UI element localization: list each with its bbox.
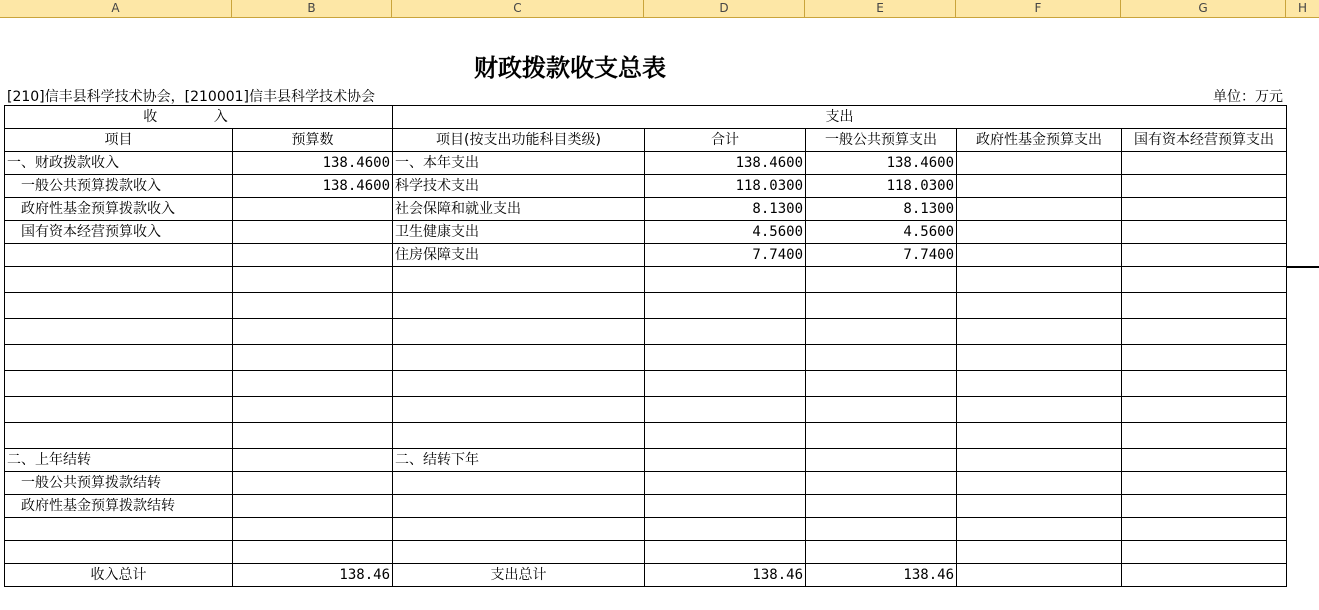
expense-total-cell[interactable]	[645, 371, 806, 397]
expense-state-capital-cell[interactable]	[1122, 541, 1287, 564]
gov-fund-header[interactable]: 政府性基金预算支出	[957, 129, 1122, 152]
income-budget-cell[interactable]	[233, 423, 393, 449]
table-row	[5, 345, 1287, 371]
table-row	[5, 267, 1287, 293]
income-item-cell[interactable]: 政府性基金预算拨款结转	[5, 495, 233, 518]
column-header-g[interactable]: G	[1121, 0, 1286, 17]
header-row-1	[5, 106, 1287, 129]
table-row	[5, 423, 1287, 449]
table-row	[5, 152, 1287, 175]
expense-general-cell[interactable]	[806, 293, 957, 319]
income-item-cell[interactable]: 二、上年结转	[5, 449, 233, 472]
report-title[interactable]: 财政拨款收支总表	[474, 53, 666, 82]
table-row	[5, 518, 1287, 541]
income-budget-cell[interactable]	[233, 345, 393, 371]
income-budget-cell[interactable]	[233, 371, 393, 397]
income-item-cell[interactable]	[5, 293, 233, 319]
unit-label[interactable]: 单位：万元	[1213, 89, 1283, 105]
expense-general-cell[interactable]	[806, 449, 957, 472]
income-budget-cell[interactable]	[233, 244, 393, 267]
state-capital-header[interactable]: 国有资本经营预算支出	[1122, 129, 1287, 152]
expense-state-capital-cell[interactable]	[1122, 198, 1287, 221]
expense-general-cell[interactable]: 8.1300	[806, 198, 957, 221]
expense-gov-fund-cell[interactable]	[957, 345, 1122, 371]
expense-state-capital-cell[interactable]	[1122, 152, 1287, 175]
income-item-cell[interactable]: 政府性基金预算拨款收入	[5, 198, 233, 221]
expense-total-cell[interactable]: 4.5600	[645, 221, 806, 244]
expense-total-cell[interactable]	[645, 495, 806, 518]
expense-item-cell[interactable]: 住房保障支出	[393, 244, 645, 267]
total-header[interactable]: 合计	[645, 129, 806, 152]
expense-state-capital-cell[interactable]	[1122, 397, 1287, 423]
expense-general-cell[interactable]	[806, 518, 957, 541]
expense-gov-fund-cell[interactable]	[957, 371, 1122, 397]
expense-state-capital-cell[interactable]	[1122, 345, 1287, 371]
general-budget-header[interactable]: 一般公共预算支出	[806, 129, 957, 152]
expense-gov-fund-cell[interactable]	[957, 152, 1122, 175]
expense-item-cell[interactable]: 二、结转下年	[393, 449, 645, 472]
expense-item-cell[interactable]	[393, 472, 645, 495]
expense-total-cell[interactable]	[645, 472, 806, 495]
expense-gov-fund-cell[interactable]	[957, 293, 1122, 319]
expense-item-cell[interactable]	[393, 518, 645, 541]
expense-item-cell[interactable]	[393, 345, 645, 371]
expense-gov-fund-cell[interactable]	[957, 319, 1122, 345]
expense-state-capital-cell[interactable]	[1122, 518, 1287, 541]
expense-header[interactable]: 支出	[393, 106, 1287, 129]
expense-general-cell[interactable]	[806, 495, 957, 518]
expense-general-cell[interactable]: 7.7400	[806, 244, 957, 267]
expense-state-capital-cell[interactable]	[1122, 423, 1287, 449]
expense-general-cell[interactable]	[806, 267, 957, 293]
income-item-cell[interactable]	[5, 244, 233, 267]
income-item-cell[interactable]: 一、财政拨款收入	[5, 152, 233, 175]
income-item-cell[interactable]	[5, 319, 233, 345]
expense-item-cell[interactable]	[393, 541, 645, 564]
expense-item-cell[interactable]: 社会保障和就业支出	[393, 198, 645, 221]
income-budget-cell[interactable]: 138.4600	[233, 175, 393, 198]
table-row	[5, 449, 1287, 472]
expense-state-capital-cell[interactable]	[1122, 449, 1287, 472]
expense-gov-fund-cell[interactable]	[957, 267, 1122, 293]
income-item-cell[interactable]: 一般公共预算拨款结转	[5, 472, 233, 495]
expense-item-cell[interactable]	[393, 267, 645, 293]
expense-general-sum[interactable]: 138.46	[806, 564, 957, 587]
income-item-cell[interactable]	[5, 397, 233, 423]
expense-item-cell[interactable]: 科学技术支出	[393, 175, 645, 198]
expense-gov-fund-cell[interactable]	[957, 423, 1122, 449]
income-budget-cell[interactable]	[233, 449, 393, 472]
expense-state-capital-cell[interactable]	[1122, 371, 1287, 397]
income-header-cell[interactable]	[5, 106, 393, 129]
expense-total-cell[interactable]	[645, 541, 806, 564]
expense-total-cell[interactable]	[645, 423, 806, 449]
income-header: 收 入	[143, 109, 254, 125]
expense-gov-fund-cell[interactable]	[957, 472, 1122, 495]
expense-general-cell[interactable]: 118.0300	[806, 175, 957, 198]
expense-gov-fund-cell[interactable]	[957, 397, 1122, 423]
expense-general-cell[interactable]	[806, 397, 957, 423]
budget-table	[4, 105, 1287, 587]
expense-state-capital-cell[interactable]	[1122, 293, 1287, 319]
column-header-a[interactable]: A	[0, 0, 232, 17]
expense-total-cell[interactable]	[645, 449, 806, 472]
expense-gov-fund-sum[interactable]	[957, 564, 1122, 587]
expense-state-capital-cell[interactable]	[1122, 319, 1287, 345]
income-item-cell[interactable]	[5, 345, 233, 371]
expense-state-capital-cell[interactable]	[1122, 267, 1287, 293]
table-row	[5, 175, 1287, 198]
expense-general-cell[interactable]: 4.5600	[806, 221, 957, 244]
table-row	[5, 541, 1287, 564]
expense-state-capital-cell[interactable]	[1122, 221, 1287, 244]
spreadsheet-area[interactable]	[0, 18, 1319, 610]
expense-gov-fund-cell[interactable]	[957, 198, 1122, 221]
income-budget-cell[interactable]	[233, 472, 393, 495]
income-budget-cell[interactable]	[233, 221, 393, 244]
expense-gov-fund-cell[interactable]	[957, 244, 1122, 267]
expense-general-cell[interactable]	[806, 472, 957, 495]
expense-item-cell[interactable]	[393, 293, 645, 319]
expense-gov-fund-cell[interactable]	[957, 175, 1122, 198]
table-row	[5, 221, 1287, 244]
column-header-b[interactable]: B	[232, 0, 392, 17]
income-item-cell[interactable]	[5, 541, 233, 564]
expense-general-cell[interactable]: 138.4600	[806, 152, 957, 175]
expense-state-capital-cell[interactable]	[1122, 495, 1287, 518]
expense-total-label[interactable]: 支出总计	[393, 564, 645, 587]
expense-general-cell[interactable]	[806, 319, 957, 345]
column-header-f[interactable]: F	[956, 0, 1121, 17]
income-budget-cell[interactable]: 138.4600	[233, 152, 393, 175]
expense-general-cell[interactable]	[806, 371, 957, 397]
expense-total-cell[interactable]: 8.1300	[645, 198, 806, 221]
expense-total-cell[interactable]	[645, 397, 806, 423]
budget-header[interactable]: 预算数	[233, 129, 393, 152]
expense-general-cell[interactable]	[806, 345, 957, 371]
income-budget-cell[interactable]	[233, 319, 393, 345]
column-header-c[interactable]: C	[392, 0, 644, 17]
expense-total-cell[interactable]: 118.0300	[645, 175, 806, 198]
cell-border-mark	[1286, 266, 1319, 268]
expense-gov-fund-cell[interactable]	[957, 495, 1122, 518]
table-row	[5, 397, 1287, 423]
column-header-h[interactable]: H	[1297, 1, 1308, 15]
table-row	[5, 371, 1287, 397]
expense-state-capital-cell[interactable]	[1122, 244, 1287, 267]
expense-item-header[interactable]: 项目(按支出功能科目类级)	[393, 129, 645, 152]
expense-total-cell[interactable]	[645, 319, 806, 345]
income-total-label[interactable]: 收入总计	[5, 564, 233, 587]
expense-general-cell[interactable]	[806, 541, 957, 564]
table-row	[5, 198, 1287, 221]
expense-state-capital-sum[interactable]	[1122, 564, 1287, 587]
table-row	[5, 472, 1287, 495]
expense-item-cell[interactable]: 一、本年支出	[393, 152, 645, 175]
income-item-cell[interactable]	[5, 371, 233, 397]
expense-state-capital-cell[interactable]	[1122, 472, 1287, 495]
expense-total-cell[interactable]	[645, 518, 806, 541]
table-row	[5, 319, 1287, 345]
expense-total-sum[interactable]: 138.46	[645, 564, 806, 587]
expense-total-cell[interactable]	[645, 293, 806, 319]
income-item-cell[interactable]: 一般公共预算拨款收入	[5, 175, 233, 198]
expense-gov-fund-cell[interactable]	[957, 221, 1122, 244]
expense-state-capital-cell[interactable]	[1122, 175, 1287, 198]
income-budget-cell[interactable]	[233, 267, 393, 293]
expense-item-cell[interactable]	[393, 397, 645, 423]
column-header-d[interactable]: D	[644, 0, 805, 17]
header-row-2	[5, 129, 1287, 152]
income-budget-cell[interactable]	[233, 397, 393, 423]
table-row	[5, 495, 1287, 518]
income-budget-cell[interactable]	[233, 518, 393, 541]
expense-item-cell[interactable]	[393, 371, 645, 397]
expense-total-cell[interactable]: 138.4600	[645, 152, 806, 175]
income-budget-cell[interactable]	[233, 541, 393, 564]
expense-gov-fund-cell[interactable]	[957, 449, 1122, 472]
income-total-value[interactable]: 138.46	[233, 564, 393, 587]
organization-label[interactable]: [210]信丰县科学技术协会，[210001]信丰县科学技术协会	[7, 89, 376, 105]
expense-total-cell[interactable]	[645, 267, 806, 293]
income-budget-cell[interactable]	[233, 495, 393, 518]
expense-item-cell[interactable]: 卫生健康支出	[393, 221, 645, 244]
item-header[interactable]: 项目	[5, 129, 233, 152]
income-item-cell[interactable]	[5, 423, 233, 449]
expense-gov-fund-cell[interactable]	[957, 541, 1122, 564]
income-item-cell[interactable]	[5, 518, 233, 541]
totals-row	[5, 564, 1287, 587]
income-budget-cell[interactable]	[233, 198, 393, 221]
table-row	[5, 293, 1287, 319]
expense-general-cell[interactable]	[806, 423, 957, 449]
expense-item-cell[interactable]	[393, 495, 645, 518]
income-item-cell[interactable]: 国有资本经营预算收入	[5, 221, 233, 244]
expense-item-cell[interactable]	[393, 319, 645, 345]
expense-total-cell[interactable]	[645, 345, 806, 371]
income-budget-cell[interactable]	[233, 293, 393, 319]
expense-gov-fund-cell[interactable]	[957, 518, 1122, 541]
column-header-bar	[0, 0, 1319, 18]
table-row	[5, 244, 1287, 267]
column-header-e[interactable]: E	[805, 0, 956, 17]
expense-item-cell[interactable]	[393, 423, 645, 449]
expense-total-cell[interactable]: 7.7400	[645, 244, 806, 267]
income-item-cell[interactable]	[5, 267, 233, 293]
